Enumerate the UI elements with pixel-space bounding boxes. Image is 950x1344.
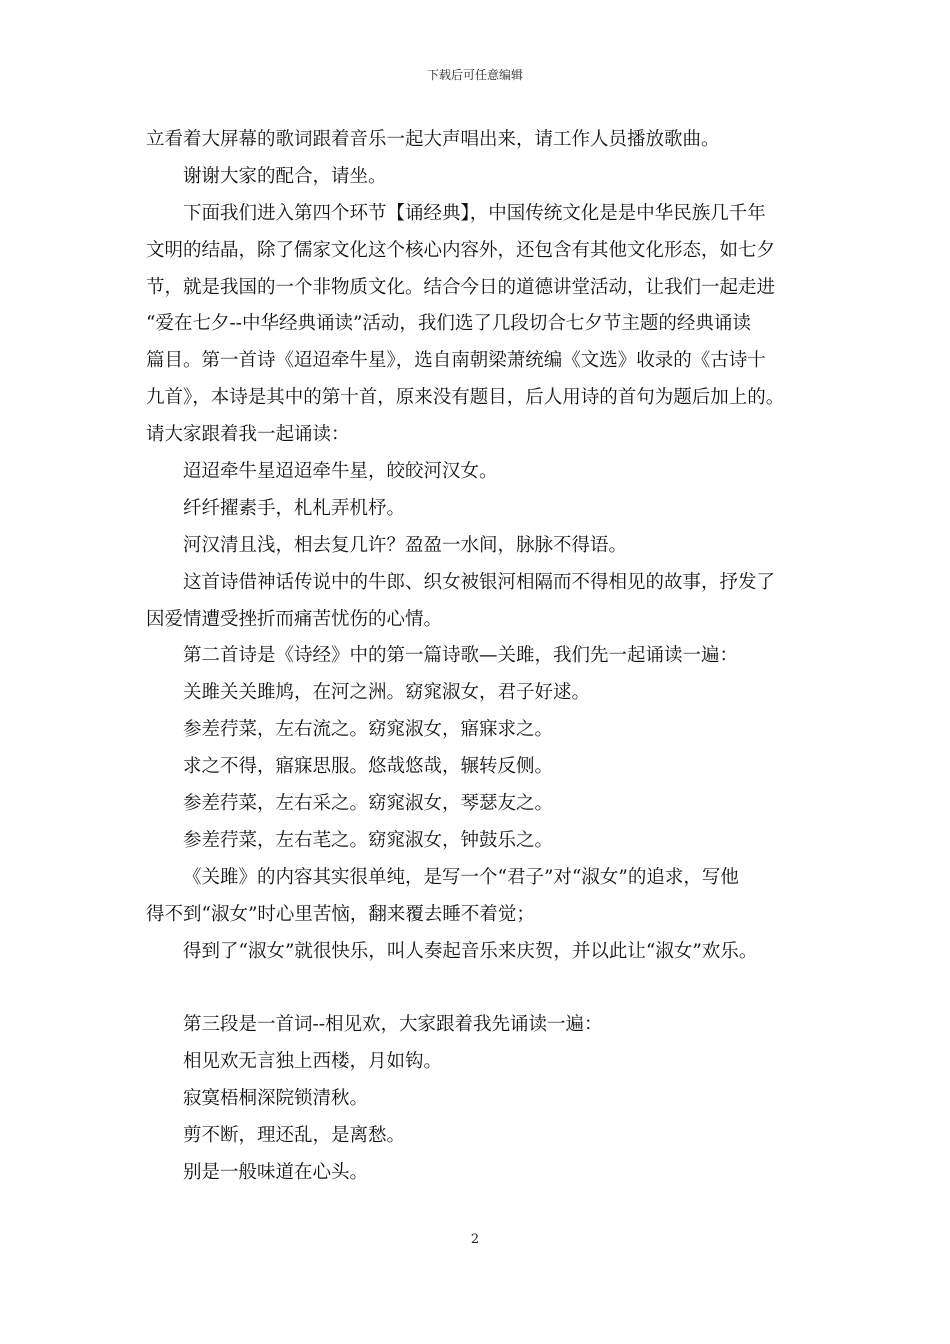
document-body: [146, 122, 816, 1192]
page-header: 下载后可任意编辑: [426, 68, 523, 82]
poem-line: 参差荇菜，左右芼之。窈窕淑女，钟鼓乐之。: [183, 829, 554, 851]
poem-line: 剪不断，理还乱，是离愁。: [183, 1125, 406, 1147]
poem-line: 参差荇菜，左右流之。窈窕淑女，寤寐求之。: [183, 719, 554, 741]
paragraph-line: 下面我们进入第四个环节【诵经典】，中国传统文化是是中华民族几千年: [183, 202, 766, 224]
poem-line: 相见欢无言独上西楼，月如钩。: [183, 1051, 443, 1073]
paragraph-line: 九首》，本诗是其中的第十首，原来没有题目，后人用诗的首句为题后加上的。: [146, 387, 785, 409]
poem-line: 纤纤擢素手，札札弄机杼。: [183, 497, 406, 519]
paragraph-line: 第二首诗是《诗经》中的第一篇诗歌—关雎，我们先一起诵读一遍：: [183, 645, 739, 667]
paragraph-line: 篇目。第一首诗《迢迢牵牛星》，选自南朝梁萧统编《文选》收录的《古诗十: [146, 350, 766, 372]
paragraph-line: 因爱情遭受挫折而痛苦忧伤的心情。: [146, 608, 443, 630]
poem-line: 别是一般味道在心头。: [183, 1161, 369, 1183]
paragraph-line: 文明的结晶，除了儒家文化这个核心内容外，还包含有其他文化形态，如七夕: [146, 239, 776, 261]
poem-line: 参差荇菜，左右采之。窈窕淑女，琴瑟友之。: [183, 793, 554, 815]
poem-line: 迢迢牵牛星迢迢牵牛星，皎皎河汉女。: [183, 461, 498, 483]
paragraph-line: “爱在七夕--中华经典诵读”活动，我们选了几段切合七夕节主题的经典诵读: [146, 313, 751, 335]
paragraph-line: 谢谢大家的配合，请坐。: [183, 165, 387, 187]
paragraph-line: 立看着大屏幕的歌词跟着音乐一起大声唱出来，请工作人员播放歌曲。: [146, 129, 720, 150]
blank-line: [146, 970, 816, 1007]
paragraph-line: 得到了“淑女”就很快乐，叫人奏起音乐来庆贺，并以此让“淑女”欢乐。: [183, 940, 758, 962]
poem-line: 求之不得，寤寐思服。悠哉悠哉，辗转反侧。: [183, 756, 554, 778]
poem-line: 关雎关关雎鸠，在河之洲。窈窕淑女，君子好逑。: [183, 682, 591, 704]
paragraph-line: 第三段是一首词--相见欢，大家跟着我先诵读一遍：: [183, 1014, 603, 1036]
paragraph-line: 节，就是我国的一个非物质文化。结合今日的道德讲堂活动，让我们一起走进: [146, 276, 776, 298]
paragraph-line: 《关雎》的内容其实很单纯，是写一个“君子”对“淑女”的追求，写他: [183, 866, 739, 888]
poem-line: 河汉清且浅，相去复几许？盈盈一水间，脉脉不得语。: [183, 534, 628, 556]
page-number: 2: [470, 1232, 480, 1247]
paragraph-line: 请大家跟着我一起诵读：: [146, 424, 350, 446]
paragraph-line: 得不到“淑女”时心里苦恼，翻来覆去睡不着觉；: [146, 903, 535, 925]
poem-line: 寂寞梧桐深院锁清秋。: [183, 1088, 369, 1110]
paragraph-line: 这首诗借神话传说中的牛郎、织女被银河相隔而不得相见的故事，抒发了: [183, 571, 776, 593]
